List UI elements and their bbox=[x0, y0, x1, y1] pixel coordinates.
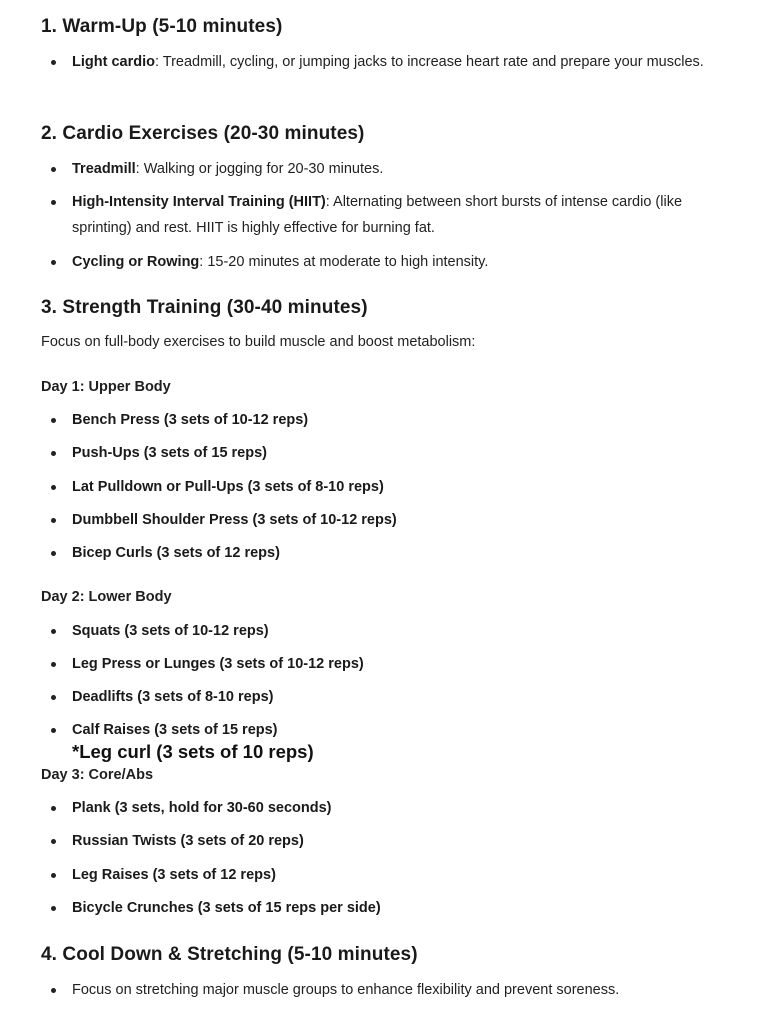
list-item-stretching: Focus on stretching major muscle groups to enhance flexibility and prevent soreness. bbox=[72, 977, 732, 1003]
heading-warm-up: 1. Warm-Up (5-10 minutes) bbox=[41, 16, 283, 37]
list-item: Bicycle Crunches (3 sets of 15 reps per side) bbox=[72, 895, 732, 921]
heading-strength: 3. Strength Training (30-40 minutes) bbox=[41, 297, 368, 318]
list-item: Plank (3 sets, hold for 30-60 seconds) bbox=[72, 795, 732, 821]
list-item-light-cardio bbox=[72, 49, 732, 75]
item-text: : Alternating between short bursts of intense cardio (like sprinting) and rest. HIIT is highly effective for burning fat. bbox=[72, 194, 683, 236]
item-bold: Cycling or Rowing bbox=[72, 254, 200, 270]
day-1-label: Day 1: Upper Body bbox=[41, 379, 171, 395]
list-item: Leg Raises (3 sets of 12 reps) bbox=[72, 862, 732, 888]
day-3-label: Day 3: Core/Abs bbox=[41, 767, 154, 783]
item-bold: High-Intensity Interval Training (HIIT) bbox=[72, 194, 326, 210]
list-item: Deadlifts (3 sets of 8-10 reps) bbox=[72, 684, 732, 710]
list-item: Russian Twists (3 sets of 20 reps) bbox=[72, 828, 732, 854]
item-text: : Treadmill, cycling, or jumping jacks to increase heart rate and prepare your muscles. bbox=[154, 54, 704, 70]
heading-cardio: 2. Cardio Exercises (20-30 minutes) bbox=[41, 123, 365, 144]
list-item-cycling-rowing bbox=[72, 249, 732, 275]
strength-intro: Focus on full-body exercises to build muscle and boost metabolism: bbox=[41, 334, 476, 350]
item-bold: Light cardio bbox=[72, 54, 155, 70]
list-item: Push-Ups (3 sets of 15 reps) bbox=[72, 440, 732, 466]
list-item: Bicep Curls (3 sets of 12 reps) bbox=[72, 540, 732, 566]
list-item: Dumbbell Shoulder Press (3 sets of 10-12 reps) bbox=[72, 507, 732, 533]
heading-cool-down: 4. Cool Down & Stretching (5-10 minutes) bbox=[41, 944, 418, 965]
day-2-label: Day 2: Lower Body bbox=[41, 589, 172, 605]
list-item: Squats (3 sets of 10-12 reps) bbox=[72, 618, 732, 644]
list-item-hiit bbox=[72, 189, 732, 241]
list-item: Bench Press (3 sets of 10-12 reps) bbox=[72, 407, 732, 433]
list-item: Leg Press or Lunges (3 sets of 10-12 reps) bbox=[72, 651, 732, 677]
item-text: : 15-20 minutes at moderate to high intensity. bbox=[199, 254, 489, 270]
leg-curl-note: *Leg curl (3 sets of 10 reps) bbox=[72, 741, 314, 762]
item-bold: Treadmill bbox=[72, 161, 136, 177]
list-item: Lat Pulldown or Pull-Ups (3 sets of 8-10 reps) bbox=[72, 474, 732, 500]
item-text: : Walking or jogging for 20-30 minutes. bbox=[135, 161, 384, 177]
list-item-treadmill bbox=[72, 156, 732, 182]
list-item: Calf Raises (3 sets of 15 reps) bbox=[72, 717, 732, 743]
